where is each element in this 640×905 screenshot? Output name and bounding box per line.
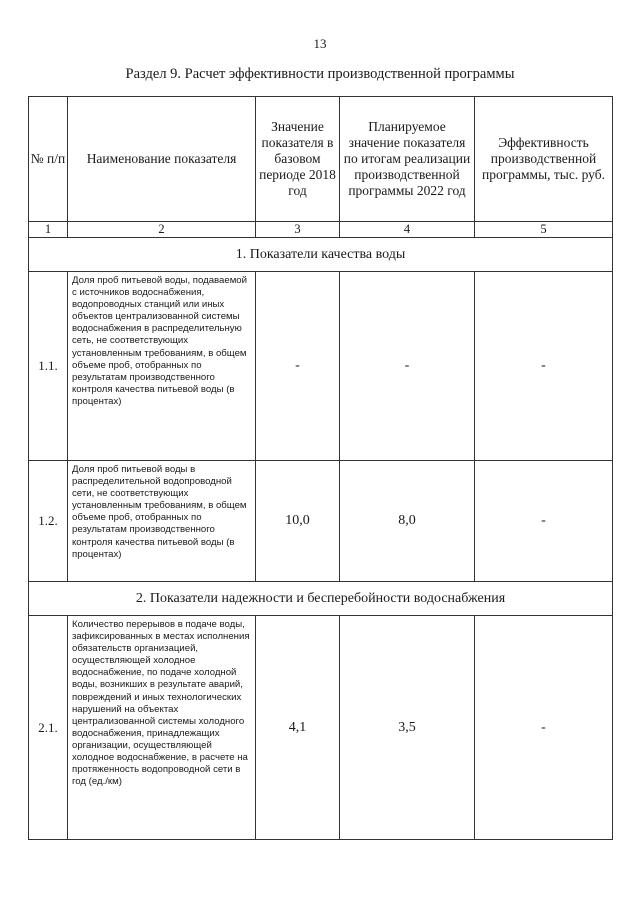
column-number: 5: [475, 222, 613, 238]
indicator-name: Количество перерывов в подаче воды, зафиксированных в местах исполнения обязательств организацией, осуществляющей холодное водоснабжение, по подаче холодной воды, возникших в результате аварий, повреждений и иных технологических нарушений на объектах централизованной системы холодного водоснабжения, принадлежащих организации, осуществляющей холодное водоснабжение, в расчете на протяженность водопроводной сети в год (ед./км): [68, 616, 256, 840]
column-number: 1: [29, 222, 68, 238]
group-heading: 1. Показатели качества воды: [29, 238, 613, 272]
group-heading-row: [29, 238, 613, 272]
header-base: Значение показателя в базовом периоде 2018 год: [256, 97, 340, 222]
planned-value: 8,0: [340, 461, 475, 582]
section-title: Раздел 9. Расчет эффективности производственной программы: [125, 66, 515, 82]
table-row: [29, 616, 613, 840]
group-heading-row: [29, 582, 613, 616]
header-row: [29, 97, 613, 222]
row-number: 1.2.: [29, 461, 68, 582]
column-number: 3: [256, 222, 340, 238]
row-number: 1.1.: [29, 272, 68, 461]
efficiency-value: -: [475, 461, 613, 582]
column-number: 2: [68, 222, 256, 238]
table-row: [29, 461, 613, 582]
column-number-row: [29, 222, 613, 238]
base-value: -: [256, 272, 340, 461]
page-number: 13: [313, 36, 327, 51]
efficiency-value: -: [475, 616, 613, 840]
column-number: 4: [340, 222, 475, 238]
row-number: 2.1.: [29, 616, 68, 840]
base-value: 4,1: [256, 616, 340, 840]
base-value: 10,0: [256, 461, 340, 582]
group-heading: 2. Показатели надежности и бесперебойности водоснабжения: [29, 582, 613, 616]
planned-value: 3,5: [340, 616, 475, 840]
header-planned: Планируемое значение показателя по итогам реализации производственной программы 2022 год: [340, 97, 475, 222]
header-name: Наименование показателя: [68, 97, 256, 222]
header-num: № п/п: [29, 97, 68, 222]
indicator-name: Доля проб питьевой воды, подаваемой с источников водоснабжения, водопроводных станций или иных объектов централизованной системы водоснабжения в распределительную сеть, не соответствующих установленным требованиям, в общем объеме проб, отобранных по результатам производственного контроля качества питьевой воды (в процентах): [68, 272, 256, 461]
header-efficiency: Эффективность производственной программы, тыс. руб.: [475, 97, 613, 222]
indicator-name: Доля проб питьевой воды в распределительной водопроводной сети, не соответствующих установленным требованиям, в общем объеме проб, отобранных по результатам производственного контроля качества питьевой воды (в процентах): [68, 461, 256, 582]
planned-value: -: [340, 272, 475, 461]
table-row: [29, 272, 613, 461]
efficiency-value: -: [475, 272, 613, 461]
efficiency-table: [28, 96, 613, 840]
